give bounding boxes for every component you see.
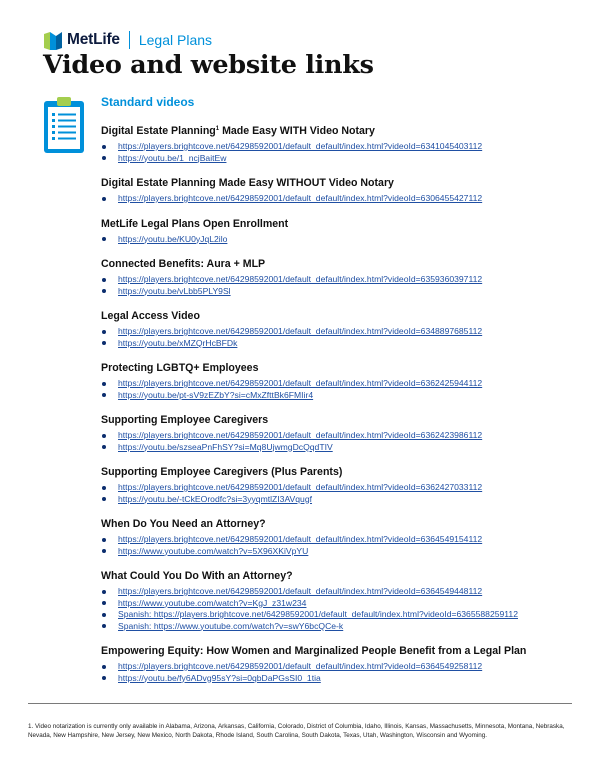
video-link-item	[101, 673, 581, 685]
video-link[interactable]: https://players.brightcove.net/64298592001/default_default/index.html?videoId=6364549258112	[118, 661, 483, 671]
video-title-text: MetLife Legal Plans Open Enrollment	[101, 217, 289, 230]
section-title: Standard videos	[101, 95, 195, 109]
video-group-title	[101, 218, 581, 231]
video-link-item	[101, 141, 581, 153]
video-link-item	[101, 286, 581, 298]
video-group	[101, 177, 581, 205]
video-group-title	[101, 123, 581, 138]
video-group	[101, 258, 581, 297]
video-link-list	[101, 234, 581, 246]
video-title-text: Digital Estate Planning Made Easy WITHOUT Video Notary	[101, 177, 394, 189]
video-link-list	[101, 378, 581, 401]
video-group-title	[101, 258, 581, 271]
video-link[interactable]: https://players.brightcove.net/64298592001/default_default/index.html?videoId=6362423986112	[118, 430, 483, 440]
video-link[interactable]: https://players.brightcove.net/64298592001/default_default/index.html?videoId=6348897685112	[118, 326, 483, 336]
brand-divider	[129, 31, 130, 49]
metlife-logo	[44, 28, 212, 52]
video-title-text: Legal Access Video	[101, 310, 200, 322]
video-link-list	[101, 326, 581, 349]
video-link-list	[101, 534, 581, 557]
video-title-text: Empowering Equity: How Women and Marginalized People Benefit from a Legal Plan	[101, 645, 527, 657]
video-link-item	[101, 153, 581, 165]
video-link-list	[101, 661, 581, 684]
footnote: 1. Video notarization is currently only available in Alabama, Arizona, Arkansas, California, Colorado, District of Columbia, Idaho, Illinois, Kansas, Massachusetts, Minnesota, Montana, Nebraska, Nevada, New Hampshire, New Jersey, New Mexico, North Dakota, Rhode Island, South Carolina, South Dakota, Texas, Utah, Washington, Wisconsin and Wyoming.	[28, 723, 565, 739]
video-link-item	[101, 326, 581, 338]
video-group	[101, 518, 581, 557]
video-link[interactable]: https://youtu.be/vLbb5PLY9Sl	[118, 285, 231, 296]
video-link-list	[101, 193, 581, 205]
video-title-text: When Do You Need an Attorney?	[101, 518, 266, 530]
video-link[interactable]: https://players.brightcove.net/64298592001/default_default/index.html?videoId=6364549448112	[118, 586, 483, 596]
video-group	[101, 218, 581, 246]
video-link[interactable]: https://www.youtube.com/watch?v=KgJ_z31w234	[118, 597, 307, 608]
video-link[interactable]: https://players.brightcove.net/64298592001/default_default/index.html?videoId=6364549154112	[118, 534, 483, 544]
video-link-list	[101, 274, 581, 297]
video-group-title	[101, 645, 581, 658]
clipboard-checklist-icon	[43, 96, 85, 154]
video-link-list	[101, 141, 581, 164]
video-link-item	[101, 430, 581, 442]
video-link-item	[101, 494, 581, 506]
video-link[interactable]: Spanish: https://www.youtube.com/watch?v=swY6bcQCe-k	[118, 620, 344, 631]
video-link[interactable]: Spanish: https://players.brightcove.net/64298592001/default_default/index.html?videoId=6365588259112	[118, 609, 518, 619]
video-link[interactable]: https://players.brightcove.net/64298592001/default_default/index.html?videoId=6362427033112	[118, 482, 483, 492]
video-link-item	[101, 482, 581, 494]
video-link-item	[101, 193, 581, 205]
video-group	[101, 645, 581, 684]
video-group-title	[101, 362, 581, 375]
video-link-item	[101, 442, 581, 454]
video-link-item	[101, 378, 581, 390]
video-link-item	[101, 390, 581, 402]
video-group	[101, 123, 581, 164]
video-link-item	[101, 338, 581, 350]
video-link-item	[101, 534, 581, 546]
video-group	[101, 570, 581, 632]
video-link-item	[101, 661, 581, 673]
footnote-divider	[28, 703, 572, 704]
video-group-title	[101, 570, 581, 583]
video-link-list	[101, 586, 581, 632]
brand-name: MetLife	[67, 31, 120, 48]
video-group-title	[101, 177, 581, 190]
video-group-title	[101, 466, 581, 479]
video-group-title	[101, 310, 581, 323]
video-title-text: Digital Estate Planning	[101, 125, 216, 137]
video-link[interactable]: https://youtu.be/szseaPnFhSY?si=Mq8UjwmgDcQqdTIV	[118, 441, 333, 452]
video-link[interactable]: https://youtu.be/-tCkEOrodfc?si=3yyqmtlZI3AVqugf	[118, 493, 313, 504]
video-groups	[101, 123, 581, 684]
video-link[interactable]: https://youtu.be/pt-sV9zEZbY?si=cMxZfttBk6FMIir4	[118, 389, 314, 400]
video-link[interactable]: https://players.brightcove.net/64298592001/default_default/index.html?videoId=6359360397112	[118, 274, 483, 284]
video-link-item	[101, 609, 581, 621]
page-title: Video and website links	[43, 50, 374, 80]
video-link-item	[101, 234, 581, 246]
video-group-title	[101, 518, 581, 531]
video-title-text: What Could You Do With an Attorney?	[101, 570, 293, 582]
video-group	[101, 362, 581, 401]
video-link[interactable]: https://youtu.be/1_ncjBaitEw	[118, 152, 227, 163]
video-link[interactable]: https://www.youtube.com/watch?v=5X96XKiVpYU	[118, 545, 309, 556]
video-group	[101, 310, 581, 349]
video-group	[101, 414, 581, 453]
metlife-m-icon	[44, 30, 62, 50]
footnote-marker: 1	[215, 126, 220, 132]
video-link[interactable]: https://youtu.be/KU0yJqL2ilo	[118, 233, 228, 244]
video-title-text-rest: Made Easy WITH Video Notary	[219, 125, 375, 137]
video-link-list	[101, 430, 581, 453]
video-link-item	[101, 598, 581, 610]
video-title-text: Protecting LGBTQ+ Employees	[101, 362, 259, 374]
video-link[interactable]: https://players.brightcove.net/64298592001/default_default/index.html?videoId=6362425944112	[118, 378, 483, 388]
video-link[interactable]: https://youtu.be/xMZQrHcBFDk	[118, 337, 238, 348]
video-group	[101, 466, 581, 505]
video-link[interactable]: https://players.brightcove.net/64298592001/default_default/index.html?videoId=6306455427112	[118, 193, 483, 203]
video-title-text: Supporting Employee Caregivers	[101, 414, 269, 426]
video-group-title	[101, 414, 581, 427]
video-link-list	[101, 482, 581, 505]
video-link[interactable]: https://youtu.be/fy6ADvg95sY?si=0qbDaPGsSI0_1tia	[118, 672, 321, 683]
video-title-text: Supporting Employee Caregivers (Plus Parents)	[101, 466, 343, 478]
video-link[interactable]: https://players.brightcove.net/64298592001/default_default/index.html?videoId=6341045403112	[118, 141, 483, 151]
brand-subtitle: Legal Plans	[138, 32, 213, 48]
video-links-section	[101, 95, 581, 697]
video-link-item	[101, 274, 581, 286]
video-link-item	[101, 586, 581, 598]
video-link-item	[101, 621, 581, 633]
video-title-text: Connected Benefits: Aura + MLP	[101, 258, 266, 270]
video-link-item	[101, 546, 581, 558]
